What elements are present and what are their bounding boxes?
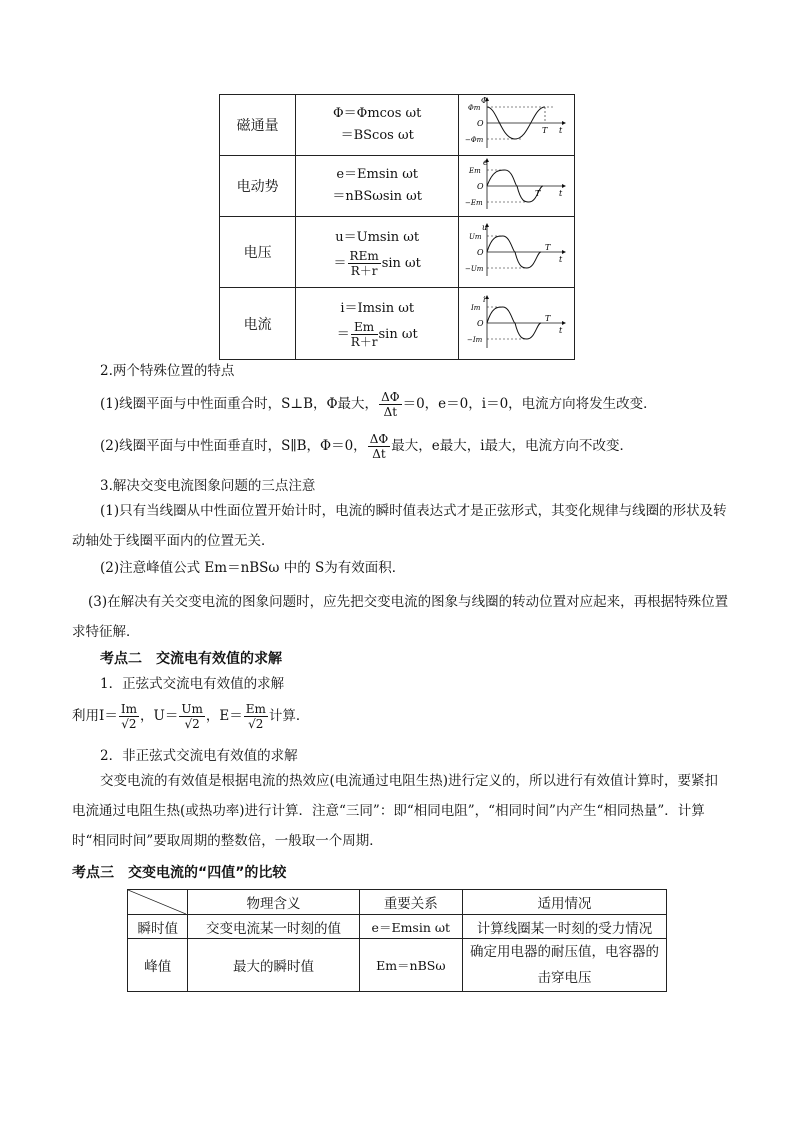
column-header: 物理含义 bbox=[188, 890, 359, 915]
fraction-numerator: Um bbox=[181, 702, 203, 716]
cos-waveform-graph bbox=[465, 95, 569, 151]
fraction bbox=[119, 702, 139, 731]
table-row bbox=[128, 939, 667, 992]
y-label: e bbox=[482, 158, 488, 167]
lower-label: −Um bbox=[464, 265, 483, 273]
text-span: 利用 bbox=[72, 708, 99, 724]
text-span: I＝ bbox=[99, 708, 118, 724]
formula-line: ＝BScos ωt bbox=[340, 128, 414, 143]
kd3-heading: 考点三 交变电流的“四值”的比较 bbox=[72, 865, 287, 881]
fraction bbox=[179, 702, 205, 731]
fraction-denominator: Δt bbox=[383, 405, 398, 419]
cell-meaning: 最大的瞬时值 bbox=[188, 939, 359, 992]
diagonal-line bbox=[128, 890, 186, 914]
upper-label: Im bbox=[470, 303, 480, 312]
row-label: 磁通量 bbox=[220, 95, 296, 156]
paragraph: (3)在解决有关交变电流的图象问题时，应先把交变电流的图象与线圈的转动位置对应起来，再根据特殊位置求特征解． bbox=[72, 594, 729, 640]
corner-cell bbox=[128, 890, 188, 915]
table-header-row bbox=[128, 890, 667, 915]
cell-relation: e＝Emsin ωt bbox=[359, 915, 462, 939]
kd2-heading: 考点二 交流电有效值的求解 bbox=[100, 651, 282, 667]
fraction-numerator: Em bbox=[351, 320, 378, 335]
waveform-graph-cell bbox=[459, 288, 575, 360]
cell-usage: 计算线圈某一时刻的受力情况 bbox=[463, 915, 667, 939]
table-row bbox=[220, 95, 575, 156]
column-header: 重要关系 bbox=[359, 890, 462, 915]
column-header: 适用情况 bbox=[463, 890, 667, 915]
text-span: ，U＝ bbox=[139, 708, 179, 724]
upper-label: Em bbox=[468, 167, 481, 175]
section-title: 3.解决交变电流图象问题的三点注意 bbox=[100, 478, 316, 494]
fraction-denominator: √2 bbox=[248, 717, 264, 731]
t-axis-arrow bbox=[562, 321, 566, 325]
fraction bbox=[244, 702, 268, 731]
lower-label: −Em bbox=[464, 199, 483, 207]
t-axis-arrow bbox=[562, 184, 566, 188]
paragraph: 交变电流的有效值是根据电流的热效应(电流通过电阻生热)进行定义的，所以进行有效值计算时，要紧扣电流通过电阻生热(或热功率)进行计算．注意“三同”：即“相同电阻”，“相同时间”内产生“相同热量”．计算时“相同时间”要取周期的整数倍，一般取一个周期． bbox=[72, 773, 719, 849]
waveform-graph-cell bbox=[459, 156, 575, 217]
y-axis-arrow bbox=[485, 295, 489, 299]
fraction-numerator: ΔΦ bbox=[369, 432, 389, 446]
origin-label: O bbox=[476, 248, 484, 257]
ac-expression-table bbox=[219, 94, 575, 360]
formula-cell bbox=[296, 95, 459, 156]
formula-line: u＝Umsin ωt bbox=[335, 229, 420, 245]
row-label: 电动势 bbox=[220, 156, 296, 217]
formula-tail: sin ωt bbox=[378, 327, 418, 342]
t-axis-arrow bbox=[562, 250, 566, 254]
formula-cell bbox=[296, 156, 459, 217]
y-label: Φ bbox=[480, 96, 488, 105]
formula-line: e＝Emsin ωt bbox=[336, 167, 419, 182]
text-span: ，E＝ bbox=[205, 708, 243, 724]
fraction-denominator: √2 bbox=[121, 717, 137, 731]
cell-meaning: 交变电流某一时刻的值 bbox=[188, 915, 359, 939]
text-span: 计算． bbox=[268, 708, 310, 724]
row-label: 电压 bbox=[220, 217, 296, 288]
subsection-title: 1．正弦式交流电有效值的求解 bbox=[100, 676, 285, 692]
fraction-denominator: R＋r bbox=[350, 335, 378, 349]
y-label: u bbox=[481, 223, 487, 232]
table-row bbox=[220, 288, 575, 360]
waveform-graph-cell bbox=[459, 95, 575, 156]
section-title: 2.两个特殊位置的特点 bbox=[100, 363, 235, 379]
waveform-graph-cell bbox=[459, 217, 575, 288]
fraction bbox=[351, 320, 378, 349]
paragraph: (2)注意峰值公式 Em＝nBSω 中的 S为有效面积． bbox=[100, 560, 406, 576]
text-span: (2)线圈平面与中性面垂直时，S∥B，Φ＝0， bbox=[100, 438, 367, 454]
row-label: 电流 bbox=[220, 288, 296, 360]
table-row bbox=[128, 915, 667, 939]
fraction-numerator: ΔΦ bbox=[381, 390, 400, 404]
formula-line: Φ＝Φmcos ωt bbox=[333, 106, 422, 121]
formula-line: ＝ $\frac{\text{REm}}{R+r}$ sin ωt bbox=[333, 248, 421, 278]
subsection-title: 2．非正弦式交流电有效值的求解 bbox=[100, 748, 298, 764]
t-label: t bbox=[558, 189, 562, 198]
paragraph bbox=[100, 390, 657, 419]
paragraph bbox=[100, 432, 633, 461]
formula-tail: sin ωt bbox=[381, 255, 421, 271]
origin-label: O bbox=[476, 119, 484, 128]
fraction bbox=[379, 390, 402, 419]
origin-label: O bbox=[476, 182, 484, 191]
lower-label: −Im bbox=[466, 335, 482, 344]
y-label: i bbox=[482, 294, 486, 304]
sin-waveform-graph bbox=[465, 156, 569, 212]
upper-label: Φm bbox=[467, 104, 480, 112]
text-span: (1)线圈平面与中性面重合时，S⊥B，Φ最大， bbox=[100, 396, 379, 412]
four-values-table bbox=[127, 889, 667, 992]
fraction-denominator: √2 bbox=[184, 717, 200, 731]
sin-waveform-graph bbox=[465, 220, 569, 280]
t-axis-arrow bbox=[562, 121, 566, 125]
sin-waveform-graph bbox=[465, 292, 569, 352]
fraction bbox=[368, 432, 391, 461]
row-name: 瞬时值 bbox=[128, 915, 188, 939]
t-label: t bbox=[558, 126, 562, 135]
fraction-numerator: REm bbox=[349, 248, 379, 263]
fraction bbox=[348, 249, 381, 278]
fraction-numerator: Im bbox=[120, 702, 137, 716]
table-row bbox=[220, 156, 575, 217]
lower-label: −Φm bbox=[464, 136, 483, 144]
period-label: T bbox=[544, 243, 550, 252]
period-label: T bbox=[534, 189, 540, 198]
formula-line: ＝nBSωsin ωt bbox=[332, 189, 422, 204]
table-row bbox=[220, 217, 575, 288]
formula-cell bbox=[296, 288, 459, 360]
fraction-denominator: R＋r bbox=[350, 263, 378, 278]
effective-value-formula bbox=[72, 702, 309, 731]
text-span: ＝0，e＝0，i＝0，电流方向将发生改变． bbox=[402, 396, 657, 412]
cell-usage: 确定用电器的耐压值，电容器的击穿电压 bbox=[463, 939, 667, 992]
cell-relation: Em＝nBSω bbox=[359, 939, 462, 992]
paragraph: (1)只有当线圈从中性面位置开始计时，电流的瞬时值表达式才是正弦形式，其变化规律与线圈的形状及转动轴处于线圈平面内的位置无关． bbox=[72, 503, 727, 549]
fraction-numerator: Em bbox=[245, 702, 266, 716]
period-label: T bbox=[544, 313, 550, 323]
row-name: 峰值 bbox=[128, 939, 188, 992]
fraction-denominator: Δt bbox=[372, 447, 386, 461]
text-span: 最大，e最大，i最大，电流方向不改变． bbox=[391, 438, 634, 454]
period-label: T bbox=[541, 126, 547, 135]
formula-line: i＝Imsin ωt bbox=[340, 301, 415, 316]
t-label: t bbox=[558, 325, 562, 335]
t-label: t bbox=[558, 255, 562, 264]
formula-line: ＝ $\frac{Em}{R+r}$ sin ωt bbox=[336, 320, 418, 349]
formula-cell bbox=[296, 217, 459, 288]
origin-label: O bbox=[476, 318, 484, 328]
upper-label: Um bbox=[468, 233, 482, 241]
